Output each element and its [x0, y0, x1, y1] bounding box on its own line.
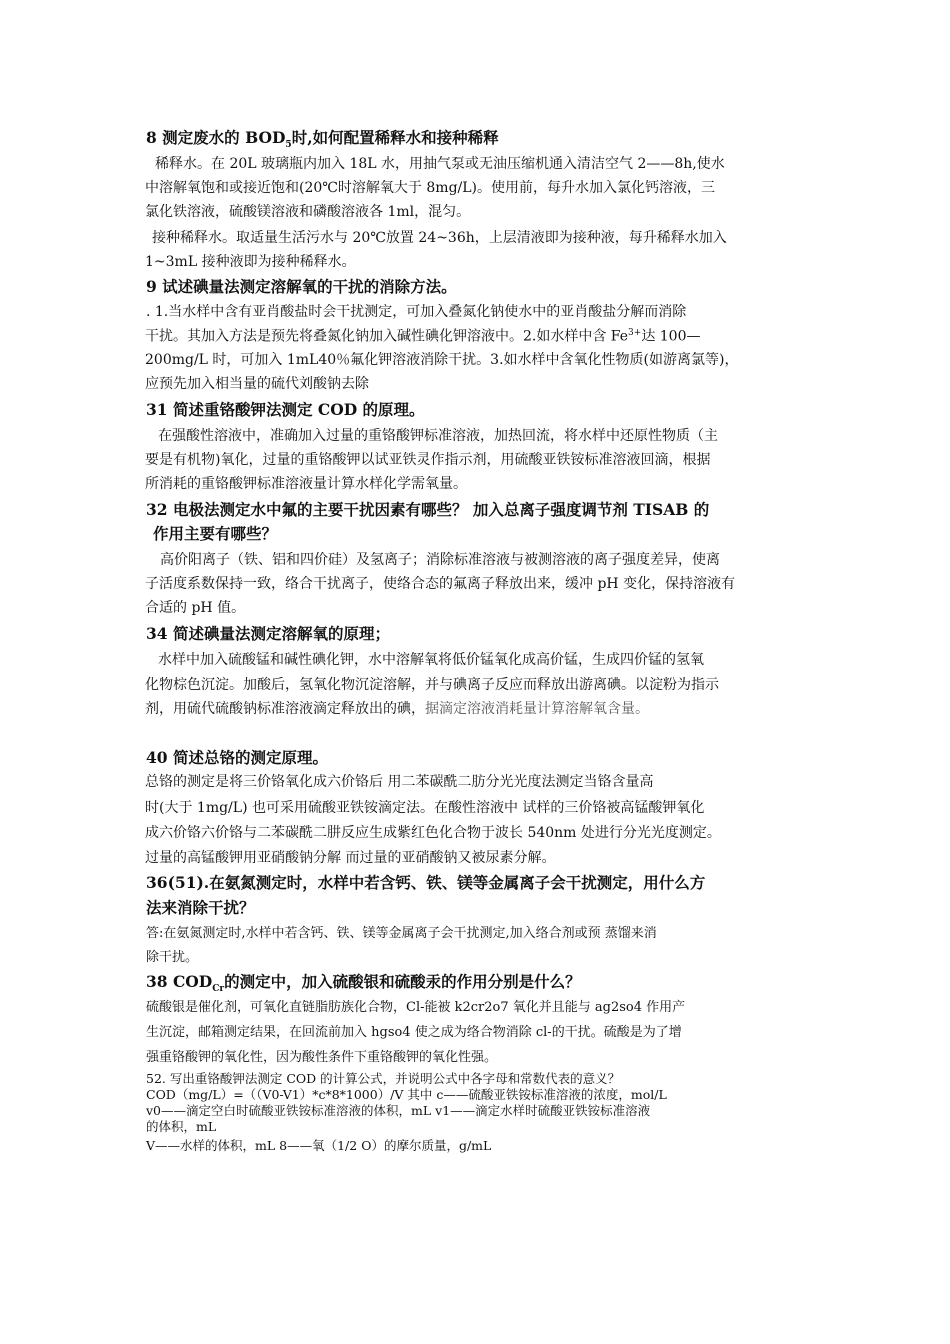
question-40-title: 40 简述总铬的测定原理。 — [146, 748, 328, 767]
q31-line-1: 在强酸性溶液中，准确加入过量的重铬酸钾标准溶液，加热回流，将水样中还原性物质（主 — [158, 428, 718, 444]
q38-line-2: 生沉淀，邮箱测定结果，在回流前加入 hgso4 使之成为络合物消除 cl-的干扰。硫酸是为了增 — [146, 1025, 682, 1040]
question-32-title-line-1: 32 电极法测定水中氟的主要干扰因素有哪些？ 加入总离子强度调节剂 TISAB 的 — [146, 500, 710, 519]
q32-line-2: 子活度系数保持一致，络合干扰离子，使络合态的氟离子释放出来，缓冲 pH 变化，保持溶液有 — [145, 576, 736, 592]
q8-line-4: 接种稀释水。取适量生活污水与 20℃放置 24~36h，上层清液即为接种液，每升稀释水加入 — [152, 230, 727, 246]
q40-line-2: 时(大于 1mg/L) 也可采用硫酸亚铁铵滴定法。在酸性溶液中 试样的三价铬被高锰酸钾氧化 — [145, 800, 705, 816]
question-38-title: 38 $COD_{Cr}$的测定中，加入硫酸银和硫酸汞的作用分别是什么？ — [146, 972, 581, 995]
q8-line-1: 稀释水。在 20L 玻璃瓶内加入 18L 水，用抽气泵或无油压缩机通入清洁空气 2——8h,使水 — [155, 156, 725, 172]
q40-line-1: 总铬的测定是将三价铬氧化成六价铬后 用二苯碳酰二肪分光光度法测定当铬含量高 — [145, 774, 654, 790]
q52-line-2: COD（mg/L）=（（V0-V1）*c*8*1000）/V 其中 c——硫酸亚铁铵标准溶液的浓度，mol/L — [146, 1087, 667, 1102]
q36-line-1: 答:在氨氮测定时,水样中若含钙、铁、镁等金属离子会干扰测定,加入络合剂或预 蒸馏来消 — [146, 926, 657, 941]
question-9-title: 9 试述碘量法测定溶解氧的干扰的消除方法。 — [146, 277, 457, 296]
q52-line-1: 52. 写出重铬酸钾法测定 COD 的计算公式，并说明公式中各字母和常数代表的意义？ — [146, 1071, 621, 1086]
q34-line-3: 剂，用硫代硫酸钠标准溶液滴定释放出的碘，据滴定溶液消耗量计算溶解氧含量。 — [145, 701, 649, 717]
question-32-title-line-2: 作用主要有哪些？ — [153, 524, 278, 543]
q52-line-3: v0——滴定空白时硫酸亚铁铵标准溶液的体积，mL v1——滴定水样时硫酸亚铁铵标准溶液 — [146, 1103, 651, 1118]
q31-line-2: 要是有机物)氧化，过量的重铬酸钾以试亚铁灵作指示剂，用硫酸亚铁铵标准溶液回滴，根据 — [145, 452, 711, 468]
question-36-title-line-2: 法来消除干扰？ — [146, 898, 255, 917]
q38-line-3: 强重铬酸钾的氧化性，因为酸性条件下重铬酸钾的氧化性强。 — [146, 1050, 498, 1065]
q8-line-5: 1~3mL 接种液即为接种稀释水。 — [145, 254, 356, 270]
q38-line-1: 硫酸银是催化剂，可氧化直链脂肪族化合物，Cl-能被 k2cr2o7 氧化并且能与 ag2so4 作用产 — [146, 1000, 686, 1015]
q36-line-2: 除干扰。 — [146, 950, 199, 965]
question-34-title: 34 简述碘量法测定溶解氧的原理； — [146, 624, 390, 643]
q31-line-3: 所消耗的重铬酸钾标准溶液量计算水样化学需氧量。 — [145, 476, 467, 492]
q32-line-1: 高价阳离子（铁、铝和四价硅）及氢离子；消除标准溶液与被测溶液的离子强度差异，使离 — [160, 552, 720, 568]
q52-line-4: 的体积，mL — [146, 1119, 217, 1134]
q9-line-3: 200mg/L 时，可加入 1mL40％氟化钾溶液消除干扰。3.如水样中含氧化性物质(如游离氯等)， — [145, 352, 739, 368]
q9-line-1: . 1.当水样中含有亚肖酸盐时会干扰测定，可加入叠氮化钠使水中的亚肖酸盐分解而消除 — [146, 304, 687, 320]
q40-line-4: 过量的高锰酸钾用亚硝酸钠分解 而过量的亚硝酸钠又被尿素分解。 — [145, 850, 556, 866]
question-31-title: 31 简述重铬酸钾法测定 COD 的原理。 — [146, 400, 425, 419]
q8-line-2: 中溶解氧饱和或接近饱和(20℃时溶解氧大于 8mg/L)。使用前，每升水加入氯化钙溶液，三 — [145, 180, 716, 196]
question-8-title: 8 测定废水的 $BOD_5$时,如何配置稀释水和接种稀释 — [146, 128, 499, 151]
q9-line-4: 应预先加入相当量的硫代刘酸钠去除 — [145, 376, 369, 392]
q52-line-5: V——水样的体积，mL 8——氧（1/2 O）的摩尔质量，g/mL — [146, 1138, 492, 1153]
q34-line-1: 水样中加入硫酸锰和碱性碘化钾，水中溶解氧将低价锰氧化成高价锰，生成四价锰的氢氧 — [158, 652, 704, 668]
q32-line-3: 合适的 pH 值。 — [145, 600, 246, 616]
q8-line-3: 氯化铁溶液，硫酸镁溶液和磷酸溶液各 1ml，混匀。 — [145, 204, 471, 220]
q40-line-3: 成六价铬六价铬与二苯碳酰二肼反应生成紫红色化合物于波长 540nm 处进行分光光度测定。 — [145, 825, 721, 841]
q34-line-2: 化物棕色沉淀。加酸后，氢氧化物沉淀溶解，并与碘离子反应而释放出游离碘。以淀粉为指示 — [145, 677, 719, 693]
q9-line-2: 干扰。其加入方法是预先将叠氮化钠加入碱性碘化钾溶液中。2.如水样中含 $Fe^{3+}$达 100— — [145, 328, 701, 345]
question-36-title-line-1: 36(51).在氨氮测定时，水样中若含钙、铁、镁等金属离子会干扰测定，用什么方 — [146, 873, 706, 892]
